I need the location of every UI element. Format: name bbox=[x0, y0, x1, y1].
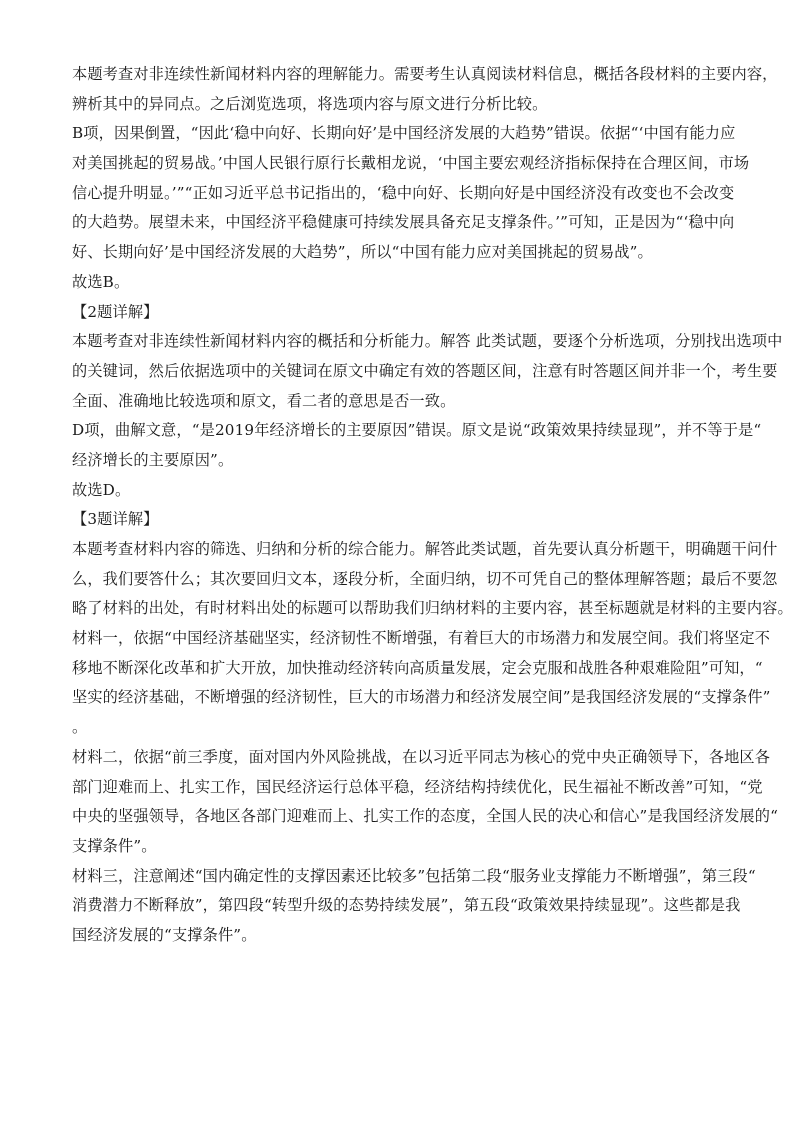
q2-analysis-line-1: 本题考查对非连续性新闻材料内容的概括和分析能力。解答 此类试题，要逐个分析选项，分别找出选项中 bbox=[72, 332, 783, 351]
q3-material-3-line-1: 材料三，注意阐述“国内确定性的支撑因素还比较多”包括第二段“服务业支撑能力不断增强”，第三段“ bbox=[72, 866, 756, 885]
q1-analysis-line-1: 本题考查对非连续性新闻材料内容的理解能力。需要考生认真阅读材料信息，概括各段材料的主要内容， bbox=[72, 65, 778, 83]
q2-analysis-line-2: 的关键词，然后依据选项中的关键词在原文中确定有效的答题区间，注意有时答题区间并非一个，考生要 bbox=[72, 361, 778, 380]
q3-analysis-line-2: 么，我们要答什么；其次要回归文本，逐段分析，全面归纳，切不可凭自己的整体理解答题；最后不要忽 bbox=[72, 569, 778, 588]
q3-material-2-line-3: 中央的坚强领导，各地区各部门迎难而上、扎实工作的态度，全国人民的决心和信心”是我国经济发展的“ bbox=[72, 807, 779, 826]
q2-heading: 【2题详解】 bbox=[72, 302, 159, 321]
q3-material-3-line-2: 消费潜力不断释放”，第四段“转型升级的态势持续发展”，第五段“政策效果持续显现”。这些都是我 bbox=[72, 896, 741, 915]
q1-option-b-line-2: 对美国挑起的贸易战。’中国人民银行原行长戴相龙说，‘中国主要宏观经济指标保持在合理区间，市场 bbox=[72, 154, 750, 173]
q2-option-d-line-2: 经济增长的主要原因”。 bbox=[72, 450, 234, 469]
q2-answer: 故选D。 bbox=[72, 480, 131, 499]
document-body bbox=[72, 60, 793, 951]
q3-material-3-line-3: 国经济发展的“支撑条件”。 bbox=[72, 925, 257, 944]
q3-material-2-line-2: 部门迎难而上、扎实工作，国民经济运行总体平稳，经济结构持续优化，民生福祉不断改善”可知，“党 bbox=[72, 777, 763, 796]
q1-option-b-line-5: 好、长期向好’是中国经济发展的大趋势”，所以“中国有能力应对美国挑起的贸易战”。 bbox=[72, 243, 653, 262]
q1-option-b-line-1: B项，因果倒置，“因此‘稳中向好、长期向好’是中国经济发展的大趋势”错误。依据“‘中国有能力应 bbox=[72, 124, 736, 143]
q3-material-1-line-2: 移地不断深化改革和扩大开放，加快推动经济转向高质量发展，定会克服和战胜各种艰难险阻”可知，“ bbox=[72, 658, 763, 677]
q1-option-b-line-3: 信心提升明显。’”“正如习近平总书记指出的，‘稳中向好、长期向好是中国经济没有改变也不会改变 bbox=[72, 183, 735, 202]
q3-analysis-line-3: 略了材料的出处，有时材料出处的标题可以帮助我们归纳材料的主要内容，甚至标题就是材料的主要内容。 bbox=[72, 599, 793, 618]
q1-option-b-line-4: 的大趋势。展望未来，中国经济平稳健康可持续发展具备充足支撑条件。’”可知，正是因为“‘稳中向 bbox=[72, 213, 735, 232]
q3-heading: 【3题详解】 bbox=[72, 510, 159, 529]
q2-option-d-line-1: D项，曲解文意，“是2019年经济增长的主要原因”错误。原文是说“政策效果持续显现”，并不等于是“ bbox=[72, 421, 762, 440]
q3-analysis-line-1: 本题考查材料内容的筛选、归纳和分析的综合能力。解答此类试题，首先要认真分析题干，明确题干问什 bbox=[72, 540, 778, 558]
q3-material-1-line-3: 坚实的经济基础，不断增强的经济韧性，巨大的市场潜力和经济发展空间”是我国经济发展的“支撑条件” bbox=[72, 688, 771, 707]
q3-material-1-line-4: 。 bbox=[72, 718, 88, 737]
q1-analysis-line-2: 辨析其中的异同点。之后浏览选项，将选项内容与原文进行分析比较。 bbox=[72, 94, 548, 113]
q3-material-2-line-1: 材料二，依据“前三季度，面对国内外风险挑战，在以习近平同志为核心的党中央正确领导下，各地区各 bbox=[72, 747, 771, 766]
q1-answer: 故选B。 bbox=[72, 272, 130, 291]
q3-material-2-line-4: 支撑条件”。 bbox=[72, 836, 157, 855]
q2-analysis-line-3: 全面、准确地比较选项和原文，看二者的意思是否一致。 bbox=[72, 391, 456, 410]
q3-material-1-line-1: 材料一，依据“中国经济基础坚实，经济韧性不断增强，有着巨大的市场潜力和发展空间。我们将坚定不 bbox=[72, 629, 771, 648]
